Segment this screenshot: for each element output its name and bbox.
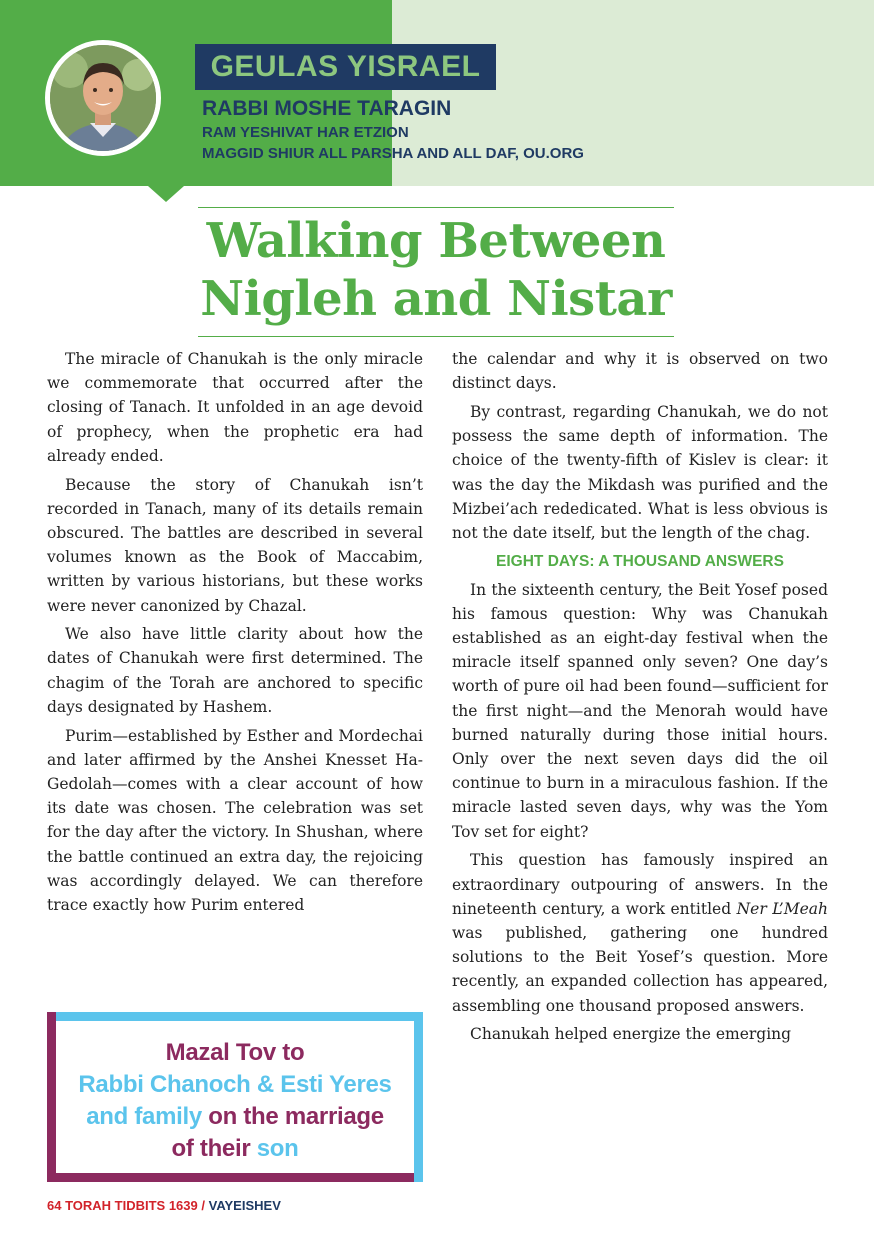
article-title — [160, 212, 712, 328]
title-rule-bottom — [198, 336, 674, 337]
mazal-tov-box — [47, 1012, 423, 1182]
mazal-line-2: Rabbi Chanoch & Esti Yeres — [78, 1071, 392, 1098]
header-pointer-notch — [148, 186, 184, 202]
paragraph-text: was published, gathering one hundred solutions to the Beit Yosef’s question. More recently, an expanded collection has appeared, assembling one thousand proposed answers. — [452, 923, 828, 1015]
body-paragraph: By contrast, regarding Chanukah, we do not possess the same depth of information. The choice of the twenty-fifth of Kislev is clear: it was the day the Mikdash was purified and the Mizbei’ach rededicated. What is less obvious is not the date itself, but the length of the chag. — [452, 402, 828, 542]
body-paragraph: We also have little clarity about how the dates of Chanukah were first determined. The chagim of the Torah are anchored to specific days designated by Hashem. — [47, 625, 423, 716]
mazal-box-bottom-bar — [47, 1173, 414, 1182]
paragraph-text: This question has famously inspired an extraordinary outpouring of answers. In the nineteenth century, a work entitled — [452, 851, 828, 918]
footer-publication: 64 TORAH TIDBITS 1639 — [47, 1198, 198, 1213]
footer-parsha: VAYEISHEV — [208, 1198, 281, 1213]
mazal-line-1: Mazal Tov to — [165, 1039, 305, 1066]
title-line-2: Nigleh and Nistar — [200, 271, 672, 327]
author-position: RAM YESHIVAT HAR ETZION — [202, 124, 409, 141]
author-name: RABBI MOSHE TARAGIN — [202, 97, 452, 120]
mazal-tov-message — [56, 1037, 414, 1165]
body-paragraph: Because the story of Chanukah isn’t recorded in Tanach, many of its details remain obscured. The battles are described in several volumes known as the Book of Maccabim, written by various historians, but these works were never canonized by Chazal. — [47, 475, 423, 615]
left-column — [47, 347, 423, 922]
book-title: Ner L’Meah — [736, 899, 828, 918]
column-name-banner — [195, 44, 496, 90]
title-line-1: Walking Between — [206, 213, 666, 269]
section-subheading: EIGHT DAYS: A THOUSAND ANSWERS — [496, 552, 784, 570]
body-paragraph: In the sixteenth century, the Beit Yosef posed his famous question: Why was Chanukah established as an eight-day festival when the miracle itself spanned only seven? One day’s worth of pure oil had been found—sufficient for the first night—and the Menorah would have burned naturally during those initial hours. Only over the next seven days did the oil continue to burn in a miraculous fashion. If the miracle lasted seven days, why was the Yom Tov set for eight? — [452, 580, 828, 841]
body-paragraph-continued: the calendar and why it is observed on two distinct days. — [452, 350, 828, 393]
body-paragraph: The miracle of Chanukah is the only miracle we commemorate that occurred after the closing of Tanach. It unfolded in an age devoid of prophecy, when the prophetic era had already ended. — [47, 350, 423, 465]
page-footer — [47, 1198, 281, 1213]
title-rule-top — [198, 207, 674, 208]
body-paragraph: Chanukah helped energize the emerging — [470, 1025, 792, 1044]
mazal-box-inner — [56, 1021, 414, 1173]
mazal-line-3: and family on the marriage — [86, 1103, 384, 1130]
mazal-line-4: of their son — [171, 1135, 299, 1162]
author-affiliation: MAGGID SHIUR ALL PARSHA AND ALL DAF, OU.ORG — [202, 145, 584, 162]
author-portrait-icon — [45, 40, 161, 156]
footer-separator: / — [197, 1198, 209, 1213]
column-name: GEULAS YISRAEL — [210, 50, 481, 83]
right-column — [452, 347, 828, 1051]
body-paragraph: Purim—established by Esther and Mordechai and later affirmed by the Anshei Knesset Ha-Gedolah—comes with a clear account of how its date was chosen. The celebration was set for the day after the victory. In Shushan, where the battle continued an extra day, the rejoicing was accordingly delayed. We can therefore trace exactly how Purim entered — [47, 726, 423, 914]
mazal-box-left-bar — [47, 1012, 56, 1182]
body-paragraph — [452, 848, 828, 1017]
